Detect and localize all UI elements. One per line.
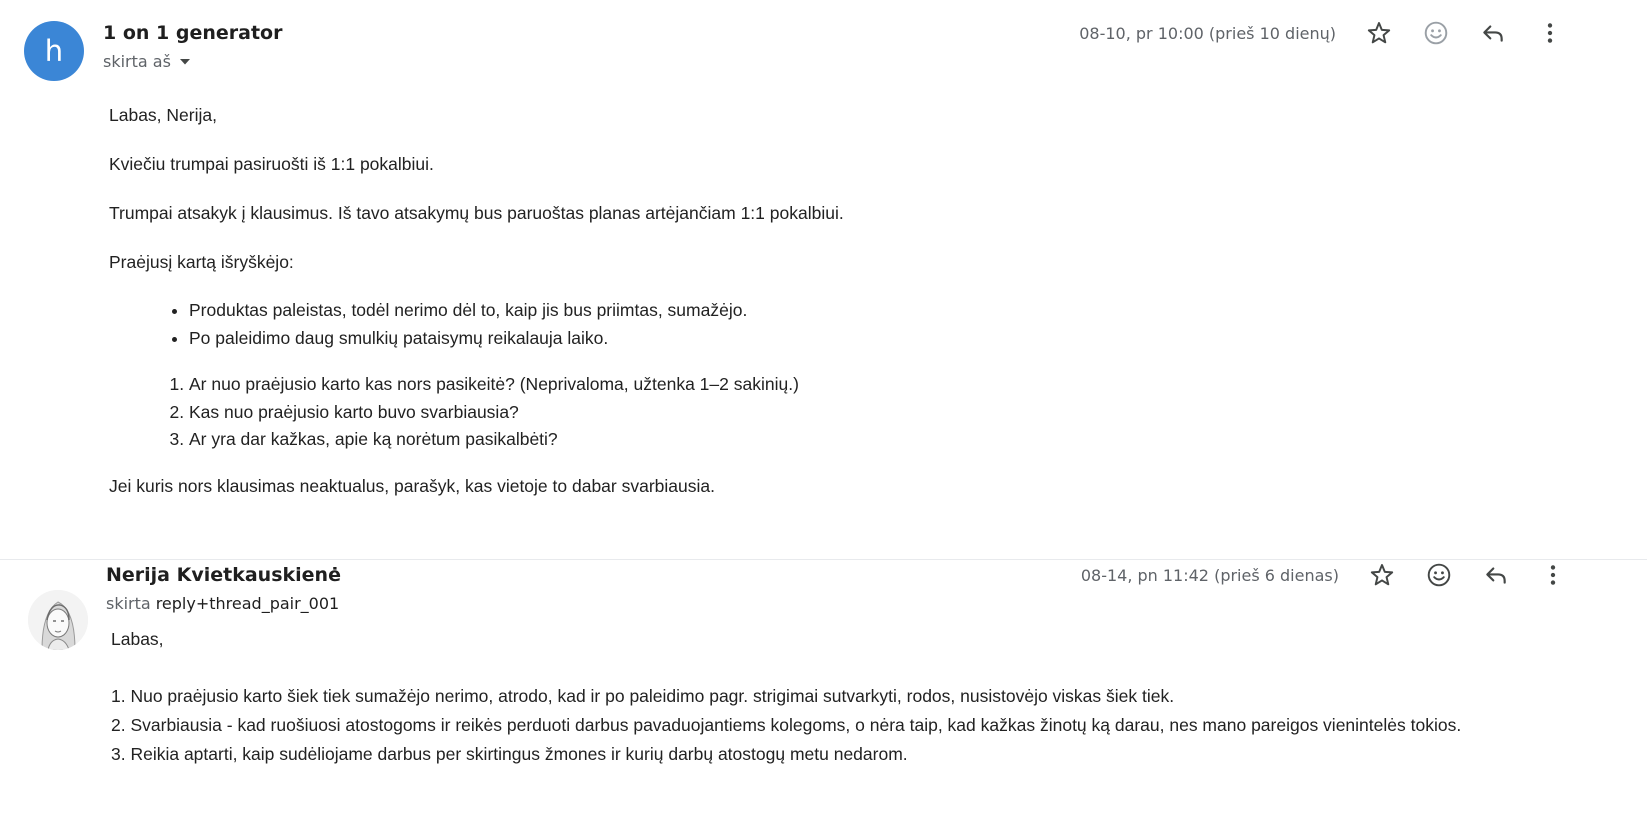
recipient-label: skirta aš [103,52,171,71]
reply-line: 1. Nuo praėjusio karto šiek tiek sumažėjo nerimo, atrodo, kad ir po paleidimo pagr. strigimai sutvarkyti, rodos, nusistovėjo viskas šiek tiek. [111,686,1175,706]
recipient-label: skirta [106,594,151,613]
more-vert-icon[interactable] [1532,15,1568,51]
question-list [109,371,844,454]
star-icon[interactable] [1361,15,1397,51]
bullet-list [109,297,844,352]
reply-line: 3. Reikia aptarti, kaip sudėliojame darbus per skirtingus žmones ir kurių darbų atostogų metu nedarom. [111,744,908,764]
body-paragraph: Trumpai atsakyk į klausimus. Iš tavo atsakymų bus paruoštas planas artėjančiam 1:1 pokalbiui. [109,203,844,223]
message-date[interactable]: 08-10, pr 10:00 (prieš 10 dienų) [1079,24,1336,43]
recipient-line [103,52,191,71]
body-paragraph: Praėjusį kartą išryškėjo: [109,252,294,272]
message-body [111,626,1461,769]
list-item: 2. Kas nuo praėjusio karto buvo svarbiausia? [189,399,844,427]
sender-avatar[interactable] [24,21,84,81]
more-vert-icon[interactable] [1535,557,1571,593]
body-paragraph: Kviečiu trumpai pasiruošti iš 1:1 pokalbiui. [109,154,434,174]
caret-down-icon[interactable] [179,58,191,66]
greeting: Labas, [111,629,164,649]
emoji-icon[interactable] [1421,557,1457,593]
recipient-line [106,594,339,613]
message-body [109,102,844,500]
list-item: • Po paleidimo daug smulkių pataisymų reikalauja laiko. [189,325,844,353]
reply-icon[interactable] [1475,15,1511,51]
message-2 [0,560,1647,818]
emoji-icon[interactable] [1418,15,1454,51]
list-item: • Produktas paleistas, todėl nerimo dėl to, kaip jis bus priimtas, sumažėjo. [189,297,844,325]
reply-icon[interactable] [1478,557,1514,593]
message-date[interactable]: 08-14, pn 11:42 (prieš 6 dienas) [1080,566,1339,585]
reply-line: 2. Svarbiausia - kad ruošiuosi atostogoms ir reikės perduoti darbus pavaduojantiems kolegoms, o nėra taip, kad kažkas žinotų ką darau, nes mano pareigos vienintelės tokios. [111,715,1462,735]
list-item: 3. Ar yra dar kažkas, apie ką norėtum pasikalbėti? [189,426,844,454]
sender-name[interactable]: 1 on 1 generator [103,22,283,44]
avatar-letter: h [44,34,64,68]
greeting: Labas, Nerija, [109,105,217,125]
star-icon[interactable] [1364,557,1400,593]
recipient-address: reply+thread_pair_001 [155,594,340,613]
body-paragraph: Jei kuris nors klausimas neaktualus, parašyk, kas vietoje to dabar svarbiausia. [109,475,715,496]
avatar[interactable] [28,590,88,650]
list-item: 1. Ar nuo praėjusio karto kas nors pasikeitė? (Neprivaloma, užtenka 1–2 sakinių.) [189,371,844,399]
sender-name[interactable]: Nerija Kvietkauskienė [106,564,341,586]
